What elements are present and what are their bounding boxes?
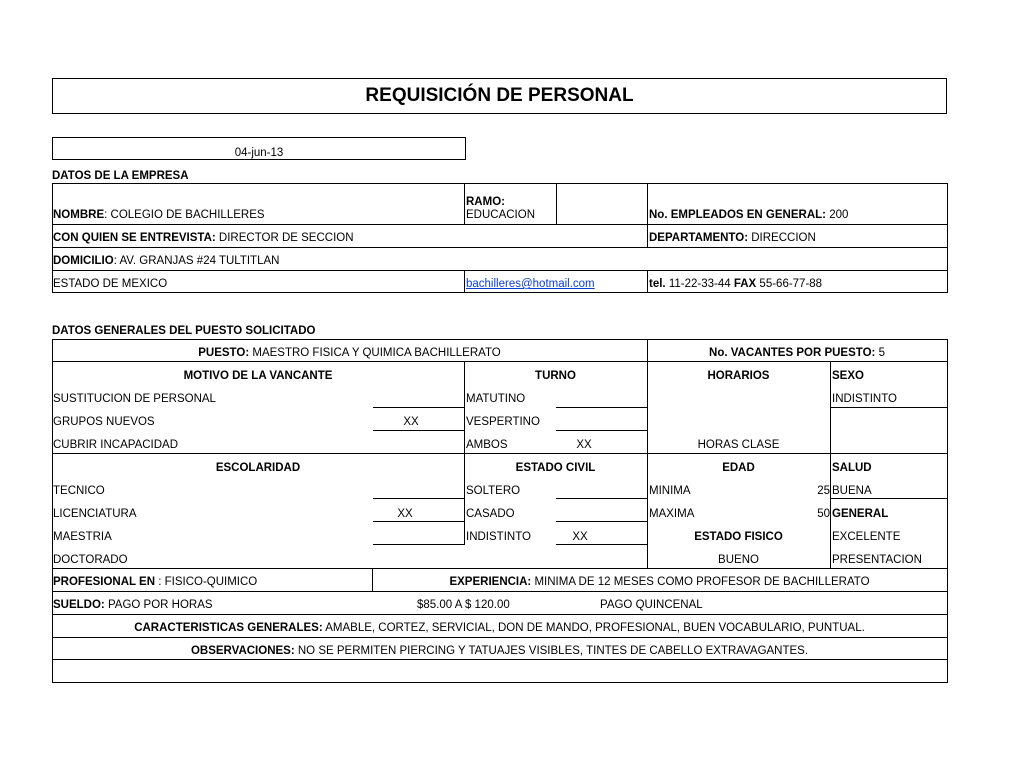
grid-line xyxy=(647,270,648,292)
caracteristicas-value: AMABLE, CORTEZ, SERVICIAL, DON DE MANDO, PROFESIONAL, BUEN VOCABULARIO, PUNTUAL. xyxy=(325,622,865,634)
edad-min-value: 25 xyxy=(817,485,830,497)
entrevista-value: DIRECTOR DE SECCION xyxy=(218,232,354,244)
motivo-item: SUSTITUCION DE PERSONAL xyxy=(53,393,216,405)
general-item: PRESENTACION xyxy=(832,554,922,566)
experiencia-field xyxy=(372,576,947,589)
nombre-value: : COLEGIO DE BACHILLERES xyxy=(104,209,265,221)
ramo-value: EDUCACION xyxy=(466,209,536,221)
document-title: REQUISICIÓN DE PERSONAL xyxy=(52,78,947,114)
grid-line xyxy=(52,361,948,362)
estado-civil-item: CASADO xyxy=(466,508,515,520)
departamento-value: DIRECCION xyxy=(751,232,816,244)
mark-line xyxy=(373,498,465,499)
profesional-label: PROFESIONAL EN xyxy=(53,576,156,588)
tel-label: tel. xyxy=(649,278,666,290)
grid-line xyxy=(52,183,948,184)
grid-line xyxy=(647,183,648,247)
request-date: 04-jun-13 xyxy=(52,137,466,160)
mark-line xyxy=(373,521,465,522)
grid-line xyxy=(830,498,948,499)
sueldo-field xyxy=(53,599,213,612)
grid-line xyxy=(52,568,948,569)
grid-line xyxy=(947,339,948,682)
mark-line xyxy=(373,430,465,431)
grid-line xyxy=(52,659,948,660)
estado-civil-mark: XX xyxy=(572,531,588,543)
mark-line xyxy=(556,544,648,545)
edad-min-label: MINIMA xyxy=(649,485,691,497)
estado-civil-item: SOLTERO xyxy=(466,485,521,497)
mark-line xyxy=(556,498,648,499)
motivo-mark: XX xyxy=(403,416,419,428)
sueldo-range: $85.00 A $ 120.00 xyxy=(417,599,510,611)
puesto-value: MAESTRO FISICA Y QUIMICA BACHILLERATO xyxy=(252,347,501,359)
entrevista-field xyxy=(53,232,354,245)
grid-line xyxy=(464,270,465,292)
grid-line xyxy=(556,183,557,224)
grid-line xyxy=(52,682,948,683)
empleados-value: 200 xyxy=(829,209,849,221)
profesional-value: : FISICO-QUIMICO xyxy=(155,576,258,588)
empleados-field xyxy=(649,209,848,222)
sueldo-period: PAGO QUINCENAL xyxy=(600,599,703,611)
grid-line xyxy=(52,591,948,592)
nombre-label: NOMBRE xyxy=(53,209,105,221)
estado-civil-item: INDISTINTO xyxy=(466,531,531,543)
caracteristicas-label: CARACTERISTICAS GENERALES: xyxy=(134,622,323,634)
ramo-label: RAMO: xyxy=(466,196,505,208)
edad-header: EDAD xyxy=(722,462,755,474)
sueldo-label: SUELDO: xyxy=(53,599,105,611)
grid-line xyxy=(52,637,948,638)
observaciones-value: NO SE PERMITEN PIERCING Y TATUAJES VISIBLES, TINTES DE CABELLO EXTRAVAGANTES. xyxy=(297,645,809,657)
observaciones-label: OBSERVACIONES: xyxy=(190,645,295,657)
horarios-header: HORARIOS xyxy=(707,370,770,382)
domicilio-value: : AV. GRANJAS #24 TULTITLAN xyxy=(113,255,280,267)
estado-value: ESTADO DE MEXICO xyxy=(53,278,168,290)
turno-item: VESPERTINO xyxy=(466,416,540,428)
sexo-header: SEXO xyxy=(832,370,864,382)
profesional-field xyxy=(53,576,257,589)
salud-header: SALUD xyxy=(832,462,872,474)
mark-line xyxy=(373,544,465,545)
vacantes-value: 5 xyxy=(878,347,885,359)
grid-line xyxy=(947,183,948,293)
grid-line xyxy=(52,270,948,271)
escolaridad-mark: XX xyxy=(397,508,413,520)
experiencia-value: MINIMA DE 12 MESES COMO PROFESOR DE BACHILLERATO xyxy=(534,576,870,588)
turno-mark: XX xyxy=(576,439,592,451)
puesto-section-label: DATOS GENERALES DEL PUESTO SOLICITADO xyxy=(52,325,316,337)
vacantes-label: No. VACANTES POR PUESTO: xyxy=(709,347,876,359)
fax-label: FAX xyxy=(733,278,757,290)
sexo-value: INDISTINTO xyxy=(832,393,897,405)
general-item: EXCELENTE xyxy=(832,531,901,543)
puesto-label: PUESTO: xyxy=(198,347,250,359)
nombre-field xyxy=(53,209,265,222)
escolaridad-header: ESCOLARIDAD xyxy=(215,462,301,474)
grid-line xyxy=(52,614,948,615)
mark-line xyxy=(556,430,648,431)
domicilio-label: DOMICILIO xyxy=(53,255,114,267)
entrevista-label: CON QUIEN SE ENTREVISTA: xyxy=(53,232,216,244)
grid-line xyxy=(52,453,948,454)
fax-value: 55-66-77-88 xyxy=(759,278,823,290)
departamento-label: DEPARTAMENTO: xyxy=(649,232,749,244)
motivo-header: MOTIVO DE LA VANCANTE xyxy=(183,370,333,382)
tel-value: 11-22-33-44 xyxy=(668,278,731,290)
mark-line xyxy=(373,407,465,408)
escolaridad-item: MAESTRIA xyxy=(53,531,112,543)
vacantes-field xyxy=(647,347,947,360)
turno-item: MATUTINO xyxy=(466,393,526,405)
turno-item: AMBOS xyxy=(466,439,508,451)
grid-line xyxy=(464,361,465,545)
estado-fisico-value: BUENO xyxy=(718,554,759,566)
grid-line xyxy=(52,292,948,293)
motivo-item: CUBRIR INCAPACIDAD xyxy=(53,439,179,451)
escolaridad-item: TECNICO xyxy=(53,485,105,497)
estado-civil-header: ESTADO CIVIL xyxy=(515,462,596,474)
escolaridad-item: DOCTORADO xyxy=(53,554,128,566)
estado-fisico-header: ESTADO FISICO xyxy=(694,531,783,543)
mark-line xyxy=(556,521,648,522)
experiencia-label: EXPERIENCIA: xyxy=(449,576,532,588)
horarios-value: HORAS CLASE xyxy=(697,439,780,451)
contacto-field xyxy=(649,278,822,291)
salud-value: BUENA xyxy=(832,485,872,497)
email-link[interactable]: bachilleres@hotmail.com xyxy=(466,278,595,290)
puesto-field xyxy=(52,347,647,360)
observaciones-field xyxy=(52,645,947,658)
escolaridad-item: LICENCIATURA xyxy=(53,508,137,520)
grid-line xyxy=(52,247,948,248)
mark-line xyxy=(556,407,648,408)
sueldo-type: PAGO POR HORAS xyxy=(107,599,213,611)
motivo-item: GRUPOS NUEVOS xyxy=(53,416,155,428)
empresa-section-label: DATOS DE LA EMPRESA xyxy=(52,170,189,182)
turno-header: TURNO xyxy=(535,370,576,382)
grid-line xyxy=(830,361,831,568)
grid-line xyxy=(830,407,948,408)
grid-line xyxy=(52,224,948,225)
general-header: GENERAL xyxy=(832,508,889,520)
grid-line xyxy=(464,183,465,224)
empleados-label: No. EMPLEADOS EN GENERAL: xyxy=(649,209,826,221)
caracteristicas-field xyxy=(52,622,947,635)
domicilio-field xyxy=(53,255,279,268)
departamento-field xyxy=(649,232,816,245)
edad-max-label: MAXIMA xyxy=(649,508,695,520)
edad-max-value: 50 xyxy=(817,508,830,520)
grid-line xyxy=(52,339,948,340)
